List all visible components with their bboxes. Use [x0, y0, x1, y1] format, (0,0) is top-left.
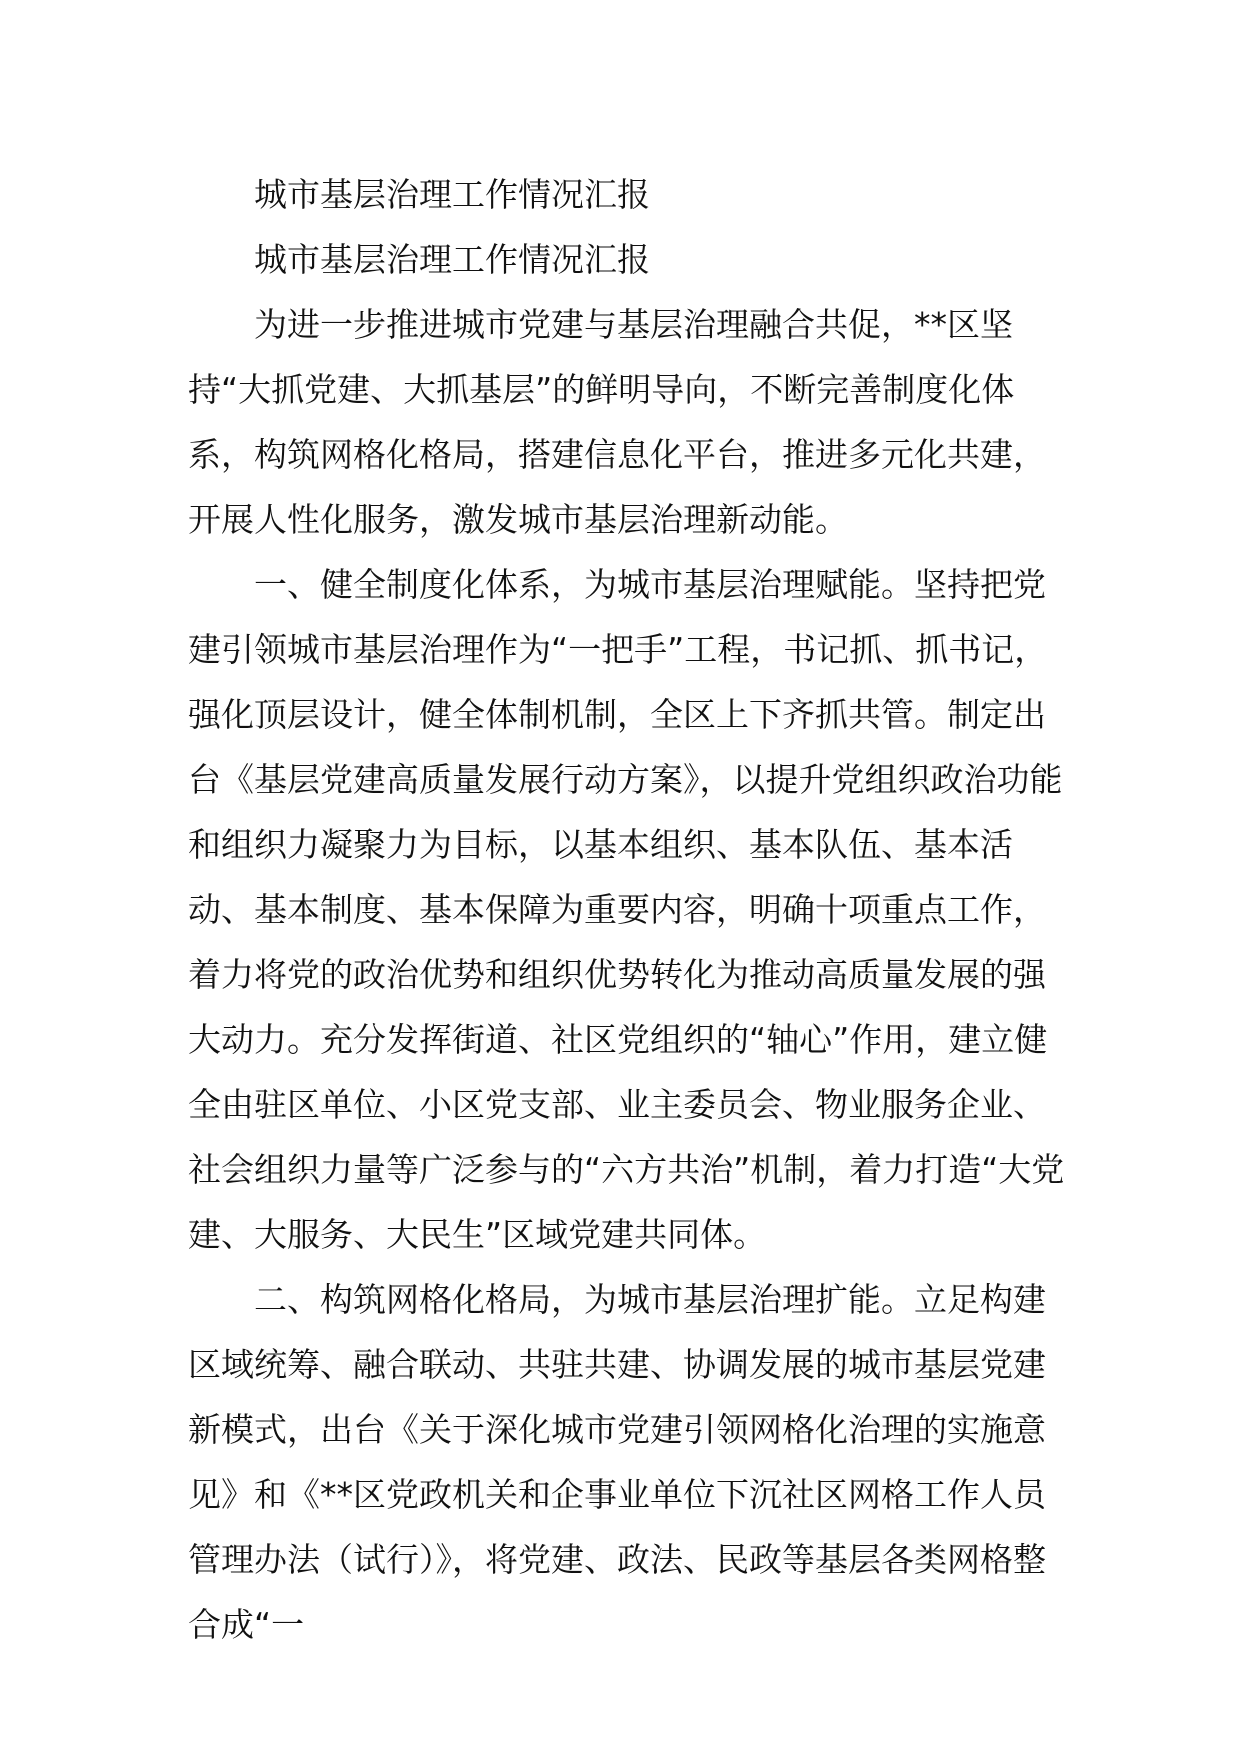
paragraph-section-one: 一、健全制度化体系，为城市基层治理赋能。坚持把党建引领城市基层治理作为“一把手”工程，书记抓、抓书记，强化顶层设计，健全体制机制，全区上下齐抓共管。制定出台《基层党建高质量发展行动方案》，以提升党组织政治功能和组织力凝聚力为目标，以基本组织、基本队伍、基本活动、基本制度、基本保障为重要内容，明确十项重点工作，着力将党的政治优势和组织优势转化为推动高质量发展的强大动力。充分发挥街道、社区党组织的“轴心”作用，建立健全由驻区单位、小区党支部、业主委员会、物业服务企业、社会组织力量等广泛参与的“六方共治”机制，着力打造“大党建、大服务、大民生”区域党建共同体。	[188, 565, 1065, 1254]
paragraph-intro: 为进一步推进城市党建与基层治理融合共促，**区坚持“大抓党建、大抓基层”的鲜明导向，不断完善制度化体系，构筑网格化格局，搭建信息化平台，推进多元化共建，开展人性化服务，激发城市基层治理新动能。	[188, 305, 1046, 539]
document-subtitle: 城市基层治理工作情况汇报	[254, 240, 650, 279]
paragraph-section-two: 二、构筑网格化格局，为城市基层治理扩能。立足构建区域统筹、融合联动、共驻共建、协调发展的城市基层党建新模式，出台《关于深化城市党建引领网格化治理的实施意见》和《**区党政机关和企事业单位下沉社区网格工作人员管理办法（试行）》，将党建、政法、民政等基层各类网格整合成“一	[188, 1280, 1046, 1644]
document-title: 城市基层治理工作情况汇报	[254, 175, 650, 214]
document-body	[188, 162, 1068, 1657]
